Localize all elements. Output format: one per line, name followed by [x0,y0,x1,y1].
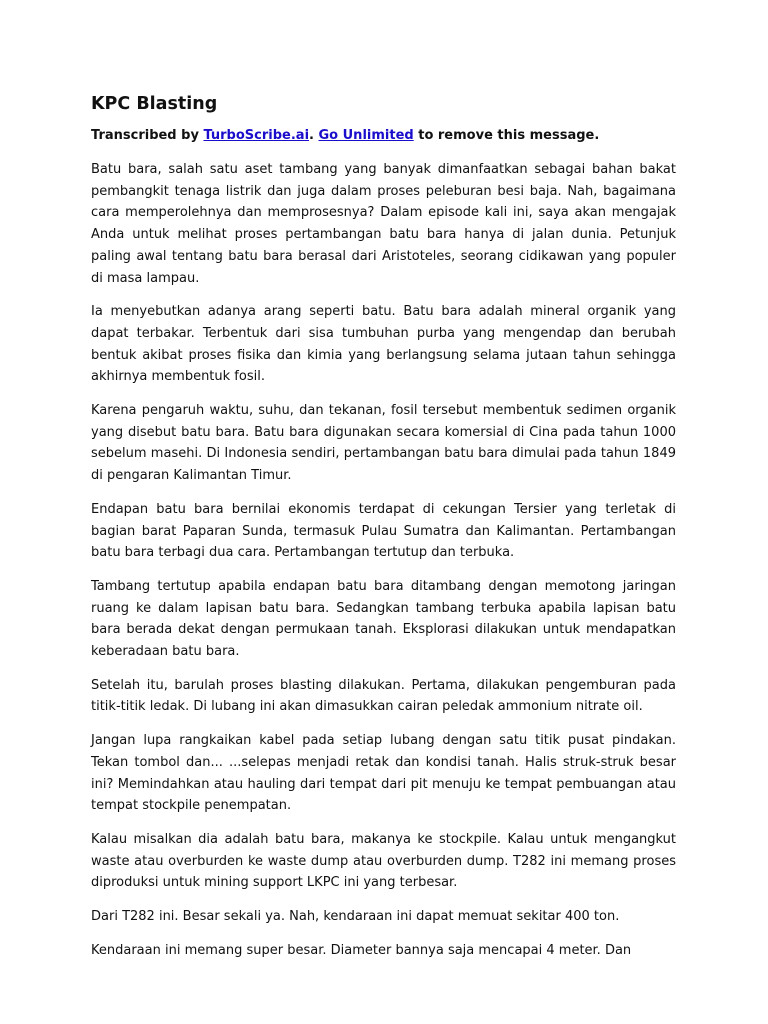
go-unlimited-link[interactable]: Go Unlimited [318,128,414,143]
notice-separator: . [309,128,319,143]
paragraph-3: Karena pengaruh waktu, suhu, dan tekanan, fosil tersebut membentuk sedimen organik yang disebut batu bara. Batu bara digunakan secara komersial di Cina pada tahun 1000 sebelum masehi. Di Indonesia sendiri, pertambangan batu bara dimulai pada tahun 1849 di pengaran Kalimantan Timur. [91,403,676,484]
transcription-notice [91,127,676,145]
document-title: KPC Blasting [91,94,218,114]
notice-prefix: Transcribed by [91,128,204,143]
paragraph-5: Tambang tertutup apabila endapan batu bara ditambang dengan memotong jaringan ruang ke dalam lapisan batu bara. Sedangkan tambang terbuka apabila lapisan batu bara berada dekat dengan permukaan tanah. Eksplorasi dilakukan untuk mendapatkan keberadaan batu bara. [91,578,676,660]
paragraph-6: Setelah itu, barulah proses blasting dilakukan. Pertama, dilakukan pengemburan pada titik-titik ledak. Di lubang ini akan dimasukkan cairan peledak ammonium nitrate oil. [91,677,676,715]
turboscribe-link[interactable]: TurboScribe.ai [203,128,310,143]
paragraph-2: Ia menyebutkan adanya arang seperti batu. Batu bara adalah mineral organik yang dapat terbakar. Terbentuk dari sisa tumbuhan purba yang mengendap dan berubah bentuk akibat proses fisika dan kimia yang berlangsung selama jutaan tahun sehingga akhirnya membentuk fosil. [91,304,676,385]
document-page [91,93,676,974]
paragraph-4: Endapan batu bara bernilai ekonomis terdapat di cekungan Tersier yang terletak di bagian barat Paparan Sunda, termasuk Pulau Sumatra dan Kalimantan. Pertambangan batu bara terbagi dua cara. Pertambangan tertutup dan terbuka. [91,501,676,561]
paragraph-8: Kalau misalkan dia adalah batu bara, makanya ke stockpile. Kalau untuk mengangkut waste atau overburden ke waste dump atau overburden dump. T282 ini memang proses diproduksi untuk mining support LKPC ini yang terbesar. [91,831,676,891]
paragraph-10: Kendaraan ini memang super besar. Diameter bannya saja mencapai 4 meter. Dan [91,942,632,958]
notice-suffix: to remove this message. [413,128,600,143]
paragraph-9: Dari T282 ini. Besar sekali ya. Nah, kendaraan ini dapat memuat sekitar 400 ton. [91,909,620,925]
paragraph-7: Jangan lupa rangkaikan kabel pada setiap lubang dengan satu titik pusat pindakan. Tekan tombol dan... ...selepas menjadi retak dan kondisi tanah. Halis struk-struk besar ini? Memindahkan atau hauling dari tempat dari pit menuju ke tempat pembuangan atau tempat stockpile penempatan. [91,733,676,814]
paragraph-1: Batu bara, salah satu aset tambang yang banyak dimanfaatkan sebagai bahan bakat pembangkit tenaga listrik dan juga dalam proses peleburan besi baja. Nah, bagaimana cara memperolehnya dan memprosesnya? Dalam episode kali ini, saya akan mengajak Anda untuk melihat proses pertambangan batu bara hanya di jalan dunia. Petunjuk paling awal tentang batu bara berasal dari Aristoteles, seorang cidikawan yang populer di masa lampau. [91,162,676,286]
